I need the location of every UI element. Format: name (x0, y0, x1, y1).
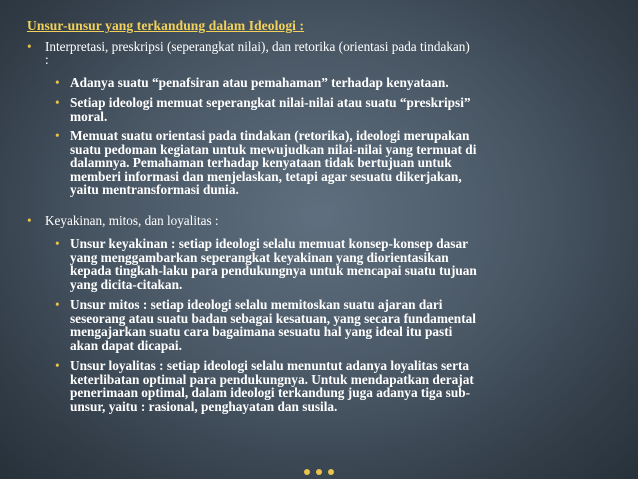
sub-bullet-line: mengajarkan suatu cara bagaimana sesuatu hal yang ideal itu pasti (70, 324, 453, 339)
sub-bullet-marker: • (55, 236, 60, 251)
dot (304, 469, 310, 475)
sub-bullet-line: keterlibatan optimal para pendukungnya. Untuk mendapatkan derajat (70, 371, 474, 387)
sub-bullet (55, 129, 615, 197)
sub-bullet-line: yang menggambarkan seperangkat keyakinan yang diorientasikan (70, 249, 449, 265)
slide-title: Unsur-unsur yang terkandung dalam Ideologi : (27, 18, 305, 33)
sub-bullet-marker: • (55, 358, 60, 373)
sub-bullet-marker: • (55, 95, 60, 110)
sub-bullet-line: Memuat suatu orientasi pada tindakan (retorika), ideologi merupakan (70, 128, 470, 143)
sub-bullet-line: memberi informasi dan menjelaskan, tetapi agar sesuatu dikerjakan, (70, 168, 462, 184)
sub-bullet-line: yaitu mentransformasi dunia. (70, 182, 239, 197)
sub-bullet-line: akan dapat dicapai. (70, 337, 182, 353)
dot (316, 469, 322, 475)
sub-bullet-line: Unsur mitos : setiap ideologi selalu memitoskan suatu ajaran dari (70, 297, 443, 312)
bullet-continuation: : (45, 52, 49, 67)
sub-bullet-line: unsur, yaitu : rasional, penghayatan dan susila. (70, 398, 338, 414)
sub-bullet-line: Unsur loyalitas : setiap ideologi selalu menuntut adanya loyalitas serta (70, 358, 470, 373)
bullet-marker: • (27, 39, 32, 54)
dot (328, 469, 334, 475)
sub-bullet (55, 96, 615, 123)
sub-bullet-line: seseorang atau suatu badan sebagai kesatuan, yang secara fundamental (70, 310, 476, 326)
sub-bullet-line: Setiap ideologi memuat seperangkat nilai-nilai atau suatu “preskripsi” (70, 95, 471, 110)
sub-bullet-marker: • (55, 75, 60, 90)
sub-bullet (55, 237, 615, 291)
sub-bullet-marker: • (55, 297, 60, 312)
bullet-text: Keyakinan, mitos, dan loyalitas : (45, 213, 219, 228)
bullet-interpretasi (27, 40, 617, 66)
slide-dots (304, 469, 334, 475)
sub-bullet (55, 359, 615, 413)
sub-bullet-line: Unsur keyakinan : setiap ideologi selalu memuat konsep-konsep dasar (70, 236, 468, 251)
sub-bullet-line: yang dicita-citakan. (70, 276, 183, 292)
sub-bullet-marker: • (55, 128, 60, 143)
sub-bullet-line: moral. (70, 108, 108, 124)
sub-bullet-line: Adanya suatu “penafsiran atau pemahaman” terhadap kenyataan. (70, 75, 449, 90)
bullet-text: Interpretasi, preskripsi (seperangkat nilai), dan retorika (orientasi pada tindakan) (45, 39, 470, 54)
sub-bullet-line: dalamnya. Pemahaman terhadap kenyataan tidak bertujuan untuk (70, 155, 452, 170)
sub-bullet (55, 298, 615, 352)
sub-bullet-line: suatu pedoman kegiatan untuk mewujudkan nilai-nilai yang termuat di (70, 141, 477, 157)
bullet-marker: • (27, 213, 32, 228)
sub-bullet-line: kepada tingkah-laku para pendukungnya untuk mencapai suatu tujuan (70, 263, 477, 278)
bullet-keyakinan (27, 214, 617, 227)
sub-bullet-line: penerimaan optimal, dalam ideologi terkandung juga adanya tiga sub- (70, 385, 471, 400)
sub-bullet (55, 76, 615, 90)
